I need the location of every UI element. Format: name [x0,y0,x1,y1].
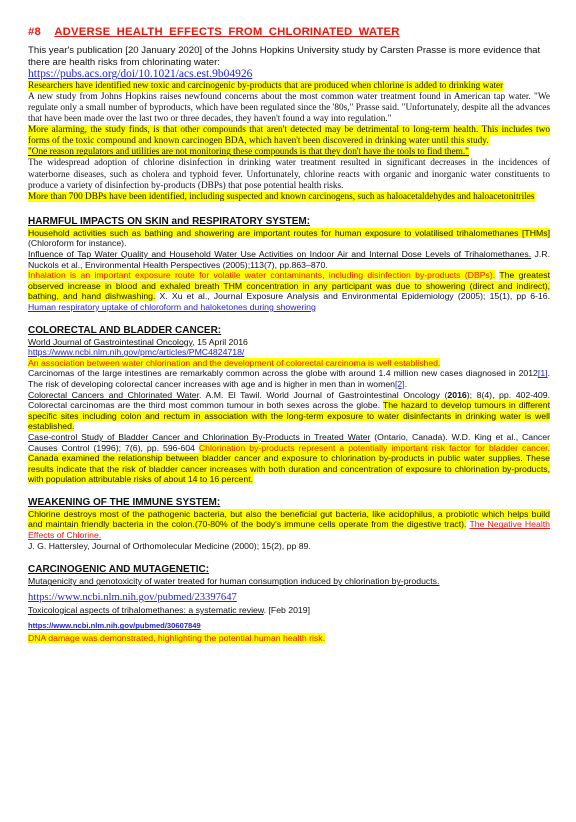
immune-heading: WEAKENING OF THE IMMUNE SYSTEM: [28,496,221,508]
colorectal-url[interactable]: https://www.ncbi.nlm.nih.gov/pmc/articles/PMC4824718/ [28,347,245,358]
carcinogenic-ref-2 [28,605,550,616]
highlight-p1: Researchers have identified new toxic and carcinogenic by-products that are produced when chlorine is added to drinking water [28,80,504,91]
bladder-ref-a: (Ontario, Canada). W.D. King et al., Cancer Causes Control (1996); 7(6), pp. 596-604 [28,431,550,453]
carcinogenic-ref-1 [28,576,550,587]
section-number: #8 [28,26,41,38]
title-text: ADVERSE HEALTH EFFECTS FROM CHLORINATED WATER [54,26,400,38]
section-colorectal [28,325,550,485]
summary-p5: The widespread adoption of chlorine disinfection in drinking water treatment resulted in significant decreases in the incidences of waterborne diseases, such as cholera and typhoid fever. Unfortunately, chlorine reacts with organic and inorganic water constituents to produce a variety of disinfection by-products (DBPs) that pose potential health risks. [28,158,550,191]
intro-text: This year's publication [20 January 2020] of the Johns Hopkins University study by Carsten Prasse is more evidence that there are health risks from chlorinating water: [28,45,541,68]
colorectal-red-highlight: An association between water chlorination and the development of colorectal carcinoma is well established. [28,357,441,368]
skin-p2 [28,270,550,312]
immune-highlight: Chlorine destroys most of the pathogenic bacteria, but also the beneficial gut bacteria, like acidophilus, a probiotic which helps build and maintain friendly bacteria in the colon.(70-80% of the body's immune cells operate from the digestive tract). [28,508,550,530]
carcinogenic-url-1-line [28,587,550,605]
summary-p1 [28,81,550,92]
bladder-red-highlight: Chlorination by-products represent a potentially important risk factor for bladder cancer. [198,442,550,453]
carcinogenic-red-line [28,633,550,644]
colorectal-ref-1-a: . A.M. El Tawil. World Journal of Gastrointestinal Oncology ( [199,389,448,400]
bladder-highlight: Canada examined the relationship between bladder cancer and exposure to chlorination by-products in public water supplies. These results indicate that the risk of bladder cancer increases with both duration and concentration of exposure to chlorination by-products, with population attributable risks of about 14 to 16 percent. [28,453,550,485]
section-carcinogenic [28,564,550,644]
colorectal-source [28,337,550,348]
citation-1[interactable]: [1] [537,368,548,379]
skin-red-highlight: Inhalation is an important exposure route for volatile water contaminants, including disinfection by-products (DBPs). [28,270,496,281]
colorectal-journal-date: , 15 April 2016 [192,336,248,347]
colorectal-ref-1-year: 2016 [447,389,467,400]
page-title [28,26,550,40]
colorectal-url-line [28,347,550,358]
skin-highlight-2: The greatest observed increase in blood and exhaled breath THM concentration in any participant was due to showering (direct and indirect), bathing, and hand dishwashing. [28,270,550,302]
citation-2[interactable]: [2] [395,378,405,389]
immune-ref: J. G. Hattersley, Journal of Orthomolecular Medicine (2000); 15(2), pp 89. [28,540,311,551]
bladder-ref-title[interactable]: Case-control Study of Bladder Cancer and Chlorination By-Products in Treated Water [28,431,371,442]
summary-p4 [28,147,550,158]
skin-ref-2-link[interactable]: Human respiratory uptake of chloroform and haloketones during showering [28,301,316,312]
carcinogenic-red-highlight: DNA damage was demonstrated, highlighting the potential human health risk. [28,633,325,644]
colorectal-ref-1-b: ); 8(4), pp. 402-409. Colorectal carcinomas are the third most common tumour in both sexes across the globe. [28,389,550,411]
skin-ref-1-rest: J.R. Nuckols et al., Environmental Health Perspectives (2005);113(7), pp.863–870. [28,249,550,270]
skin-ref-2: X. Xu et al., Journal Exposure Analysis and Environmental Epidemiology (2005); 15(1), pp 6-16. [155,291,551,302]
study-summary [28,81,550,203]
colorectal-red-line [28,358,550,369]
immune-p1 [28,509,550,541]
highlight-p6: More than 700 DBPs have been identified, including suspected and known carcinogens, such as haloacetaldehydes and haloacetonitriles [28,191,535,202]
carcinogenic-ref-2-title[interactable]: Toxicological aspects of trihalomethanes: a systematic review [28,604,264,615]
colorectal-journal[interactable]: World Journal of Gastrointestinal Oncology [28,336,193,347]
article-page [28,26,550,644]
section-immune [28,497,550,551]
immune-red-link[interactable]: The Negative Health Effects of Chlorine. [28,519,550,541]
carcinogenic-heading: CARCINOGENIC AND MUTAGENETIC: [28,564,210,576]
colorectal-highlight-1: The hazard to develop tumours in different specific sites including colon and rectum in association with the long-term exposure to water disinfectants in drinking water is well established. [28,400,550,432]
skin-note-1: (Chloroform for instance). [28,238,127,249]
skin-highlight-1: Household activities such as bathing and showering are important routes for human exposure to volatilised trihalomethanes [THMs] [28,227,550,238]
colorectal-ref-1 [28,390,550,432]
summary-p6 [28,192,550,203]
highlight-p4: "One reason regulators and utilities are not monitoring these compounds is that they don't have the tools to find them." [28,147,469,158]
carcinogenic-url-2[interactable]: https://www.ncbi.nlm.nih.gov/pubmed/30607849 [28,621,201,631]
skin-ref-1-title[interactable]: Influence of Tap Water Quality and Household Water Use Activities on Indoor Air and Internal Dose Levels of Trihalomethanes. [28,249,532,259]
carcinogenic-ref-2-date: . [Feb 2019] [263,604,311,615]
summary-p3 [28,125,550,147]
carcinogenic-url-1[interactable]: https://www.ncbi.nlm.nih.gov/pubmed/23397647 [28,591,237,603]
carcinogenic-ref-1-title[interactable]: Mutagenicity and genotoxicity of water treated for human consumption induced by chlorination by-products. [28,576,440,587]
doi-link[interactable]: https://pubs.acs.org/doi/10.1021/acs.est.9b04926 [28,68,253,81]
skin-ref-1 [28,249,550,270]
carcinogenic-url-2-line [28,615,550,633]
colorectal-heading: COLORECTAL AND BLADDER CANCER: [28,324,222,336]
colorectal-p1-text: Carcinomas of the large intestines are remarkably common across the globe with around 1.4 million new cases diagnosed in 2012 [28,368,538,379]
colorectal-p1 [28,368,550,389]
colorectal-ref-1-title[interactable]: Colorectal Cancers and Chlorinated Water [28,389,200,400]
section-skin [28,216,550,313]
highlight-p3: More alarming, the study finds, is that other compounds that aren't detected may be detrimental to long-term health. This includes two forms of the toxic compound and known carcinogen BDA, which haven't been discovered in drinking water until this study. [28,125,550,147]
skin-p1 [28,228,550,249]
skin-heading: HARMFUL IMPACTS ON SKIN and RESPIRATORY SYSTEM: [28,215,311,227]
colorectal-p1-text-b: . The risk of developing colorectal cancer increases with age and is higher in men than in women [28,368,550,389]
colorectal-p1-text-c: . [404,378,408,389]
colorectal-ref-2 [28,432,550,485]
summary-p2: A new study from Johns Hopkins raises newfound concerns about the most common water treatment found in American tap water. "We regulate only a small number of byproducts, which have been regulated since the '80s," Prasse said. "Unfortunately, despite all the advances that have been made over the last two or three decades, they haven't found a way into regulation." [28,91,550,125]
intro-paragraph [28,45,550,81]
